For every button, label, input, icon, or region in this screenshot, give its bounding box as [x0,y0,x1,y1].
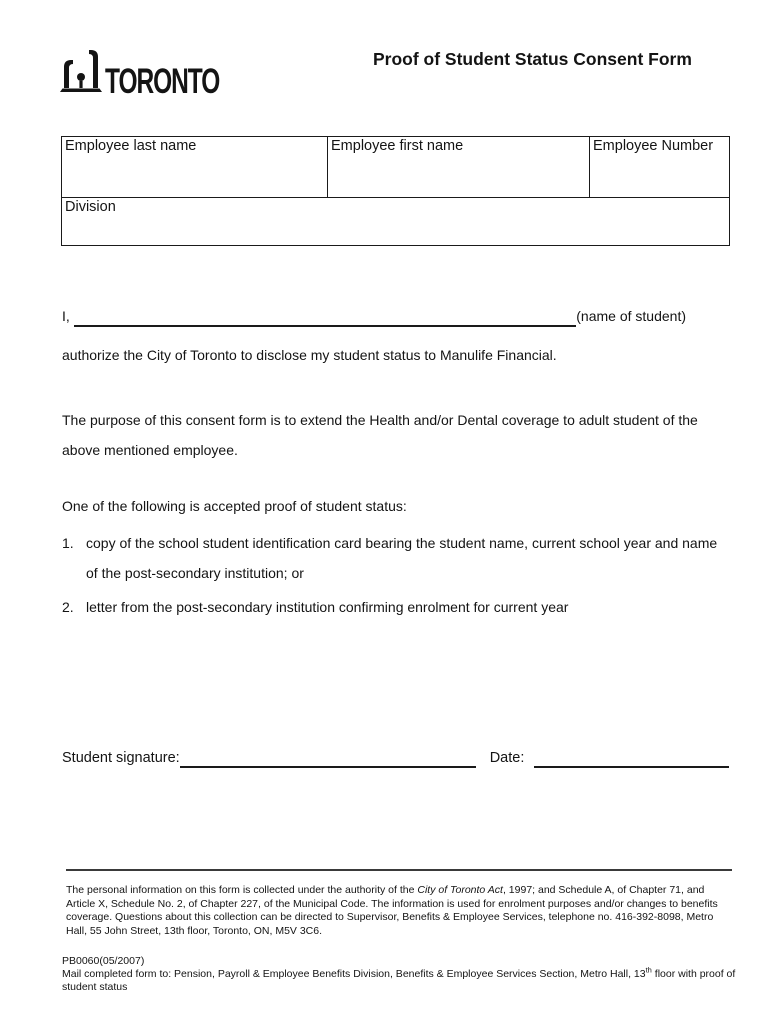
employee-first-name-label: Employee first name [331,138,464,154]
employee-table-row-1 [62,137,729,198]
division-field[interactable] [62,198,729,216]
proof-item-2-number: 2. [62,599,74,615]
employee-table-row-2 [62,198,729,245]
proof-item-2-line-1: letter from the post-secondary institution confirming enrolment for current year [86,599,569,615]
date-input-line[interactable] [534,748,729,768]
name-statement-line [62,306,686,327]
proof-item-1-line-2: of the post-secondary institution; or [86,565,304,581]
form-title: Proof of Student Status Consent Form [373,49,692,69]
employee-number-label: Employee Number [593,138,714,154]
employee-info-table [61,136,730,246]
mail-instructions-part-2: floor with proof of [651,968,736,980]
purpose-line-1: The purpose of this consent form is to extend the Health and/or Dental coverage to adult student of the [62,412,698,428]
proof-item-2 [62,592,717,622]
intro-prefix: I, [62,308,70,324]
proof-item-1-number: 1. [62,535,74,551]
privacy-notice-part-2: , 1997; and Schedule A, of Chapter 71, and Article X, Schedule No. 2, of Chapter 227, of the Municipal Code. The information is used for enrolment purposes and/or changes to benefits coverage. Questions about this collection can be directed to Supervisor, Benefits & Employee Services, telephone no. 416-392-8098, Metro Hall, 55 John Street, 13th floor, Toronto, ON, M5V 3C6. [66,884,718,937]
toronto-wordmark: TORONTO [105,62,220,101]
footer-divider [66,869,732,871]
purpose-line-2: above mentioned employee. [62,442,238,458]
authorize-line: authorize the City of Toronto to disclose my student status to Manulife Financial. [62,347,557,363]
mail-instructions-part-1: Mail completed form to: Pension, Payroll & Employee Benefits Division, Benefits & Employee Services Section, Metro Hall, 13 [62,968,646,980]
form-number: PB0060(05/2007) [62,955,145,967]
toronto-city-hall-icon [58,46,104,96]
division-label: Division [65,199,116,215]
proof-heading: One of the following is accepted proof of student status: [62,498,407,514]
privacy-notice-part-1: The personal information on this form is collected under the authority of the [66,884,418,896]
proof-item-1 [62,528,717,588]
name-hint: (name of student) [576,308,686,324]
employee-last-name-label: Employee last name [65,138,197,154]
proof-list [62,528,717,626]
student-signature-label: Student signature: [62,750,180,766]
privacy-notice [66,884,734,938]
proof-item-2-text [86,592,568,622]
mail-instructions-ordinal: th [645,965,652,975]
mail-instructions-line-2: student status [62,981,128,994]
signature-row [62,748,729,768]
mail-instructions [62,965,738,994]
proof-item-1-line-1: copy of the school student identification card bearing the student name, current school year and name [86,535,718,551]
employee-number-field[interactable] [589,137,729,197]
proof-item-1-text [86,528,717,588]
student-signature-input-line[interactable] [180,748,476,768]
toronto-logo [58,42,268,101]
privacy-notice-act-title: City of Toronto Act [417,884,503,896]
purpose-paragraph [62,405,698,465]
employee-first-name-field[interactable] [327,137,589,197]
employee-last-name-field[interactable] [62,137,327,197]
student-name-input-line[interactable] [74,306,576,327]
date-label: Date: [489,750,525,766]
